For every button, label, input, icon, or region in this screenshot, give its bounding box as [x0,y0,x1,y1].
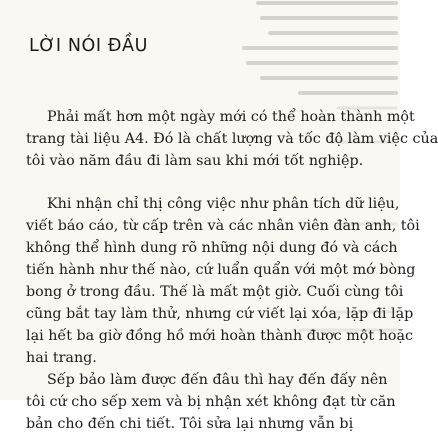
text-line: Phải mất hơn một ngày mới có thể hoàn thành một [47,109,415,125]
text-line: bản cho đến chi tiết. Tôi sửa lại nhưng vẫn bị [26,416,354,432]
text-line: trang tài liệu A4. Đó là chất lượng và tốc độ làm việc của [26,131,438,147]
paragraph-1 [26,106,438,172]
text-line: lại hết ba giờ đồng hồ mới hoàn thành được một hoặc [26,328,414,344]
text-line: tiến hành như thế nào, cứ luẩn quẩn với một mớ bòng [26,262,416,278]
page-title: LỜI NÓI ĐẦU [29,36,148,56]
text-line: viết báo cáo, từ cấp trên và các nhân viên đàn anh, tôi [26,218,420,234]
text-line: Sếp bảo làm được đến đâu thì hay đến đấy nên [47,372,388,388]
text-line: hai trang. [26,350,97,366]
paragraph-3 [26,369,400,435]
text-line: Khi nhận chỉ thị công việc như phân tích dữ liệu, [47,196,400,212]
text-line: bong ở trong đầu. Thế là mất một giờ. Cuối cùng tôi [26,284,404,300]
text-line: tôi vào năm đầu đi làm sau khi mới tốt nghiệp. [26,153,364,169]
text-line: cũng bắt tay làm thử, nhưng cứ viết lại xóa, lặp đi lặp [26,306,414,322]
paragraph-2 [26,193,420,369]
text-line: không thể hình dung rõ những nội dung đó và cách [26,240,398,256]
text-line: tôi cứ cho sếp xem và bị nhận xét không đạt từ căn [26,394,396,410]
